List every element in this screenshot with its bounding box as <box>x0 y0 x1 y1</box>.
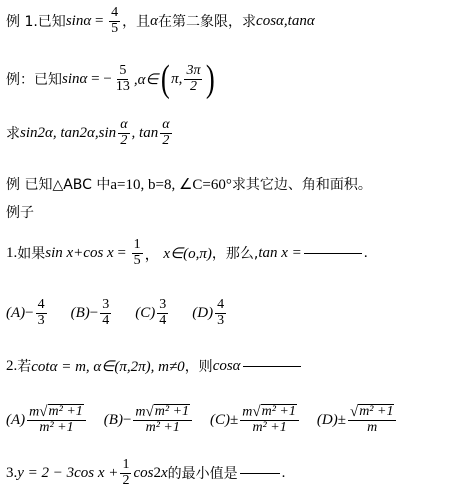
fraction: $\frac{\alpha}{2}$ <box>120 117 128 148</box>
fraction: $\frac{1}{5}$ <box>133 237 141 268</box>
fraction: $\frac{5}{13}$ <box>115 62 130 94</box>
math: sin <box>98 124 117 141</box>
fraction: $\frac{4}{5}$ <box>111 5 119 36</box>
text: 的最小值是 <box>167 466 238 483</box>
answer-blank[interactable] <box>240 473 280 474</box>
section-heading <box>6 202 34 222</box>
math: cosα <box>212 357 241 374</box>
answer-blank[interactable] <box>243 366 301 367</box>
example-2: 例：已知 sinα = − $\frac{5}{13}$ ,α∈ ( π, $\frac{3\pi}{2}$ ) <box>6 58 216 100</box>
question-3: 3. y = 2 − 3cos x + $\frac{1}{2}$ cos 2 x 的最小值是 . <box>6 457 286 488</box>
math: cotα = m, α∈(π,2π), m≠0 <box>31 358 185 375</box>
text: 例 1.已知 <box>6 14 66 31</box>
question-2: 2. 若 cotα = m, α∈(π,2π), m≠0 ，则 cosα <box>6 356 303 376</box>
math: cos <box>133 464 154 481</box>
text: 若 <box>17 359 32 375</box>
example-1: 例 1.已知 sinα = $\frac{4}{5}$ ，且 α 在第二象限，求 cosα,tanα <box>6 5 315 36</box>
question-2-options: (A) m √ m² +1 m² +1 (B) − m √ m² +1 m² +1 (C) ± m √ m² +1 m² +1 (D) ± √ m² +1 m <box>6 404 398 436</box>
math: , tan <box>131 124 159 141</box>
math: y = 2 − 3cos x + <box>17 464 119 481</box>
example-4 <box>6 174 372 194</box>
math: sin x+cos x <box>45 244 114 261</box>
math: tan x = <box>258 244 302 261</box>
text: 例 已知△ABC 中 <box>6 177 111 193</box>
heading: 例子 <box>6 205 34 221</box>
math: x∈(o,π) <box>163 245 212 262</box>
text: 在第二象限，求 <box>158 14 257 31</box>
math: π, <box>171 70 183 87</box>
answer-blank[interactable] <box>304 253 362 254</box>
math: α <box>150 12 159 29</box>
math: x <box>160 464 168 481</box>
math: a=10, b=8, ∠C=60° <box>110 176 232 193</box>
math: cosα,tanα <box>256 12 315 29</box>
fraction: $\frac{3\pi}{2}$ <box>186 62 201 94</box>
text: 如果 <box>17 246 46 263</box>
question-1-options: (A) − $\frac{4}{3}$ (B) − $\frac{3}{4}$ (C) $\frac{3}{4}$ (D) $\frac{4}{3}$ <box>6 297 225 328</box>
text: ，那么, <box>211 246 259 263</box>
text: ，则 <box>184 359 213 375</box>
text: ，且 <box>122 14 151 31</box>
text: 求其它边、角和面积。 <box>231 177 372 193</box>
text: 求 <box>6 126 20 143</box>
math: sin2α, tan2α, <box>20 124 99 141</box>
fraction: $\frac{\alpha}{2}$ <box>162 117 170 148</box>
fraction: $\frac{1}{2}$ <box>122 457 130 488</box>
math: sinα <box>62 70 88 87</box>
question-1: 1. 如果 sin x+cos x = $\frac{1}{5}$ ， x∈(o,π) ，那么, tan x = . <box>6 237 368 268</box>
math: ,α∈ <box>133 71 159 88</box>
example-3 <box>6 118 174 148</box>
text: 例：已知 <box>6 72 62 88</box>
math: sinα <box>65 12 92 29</box>
